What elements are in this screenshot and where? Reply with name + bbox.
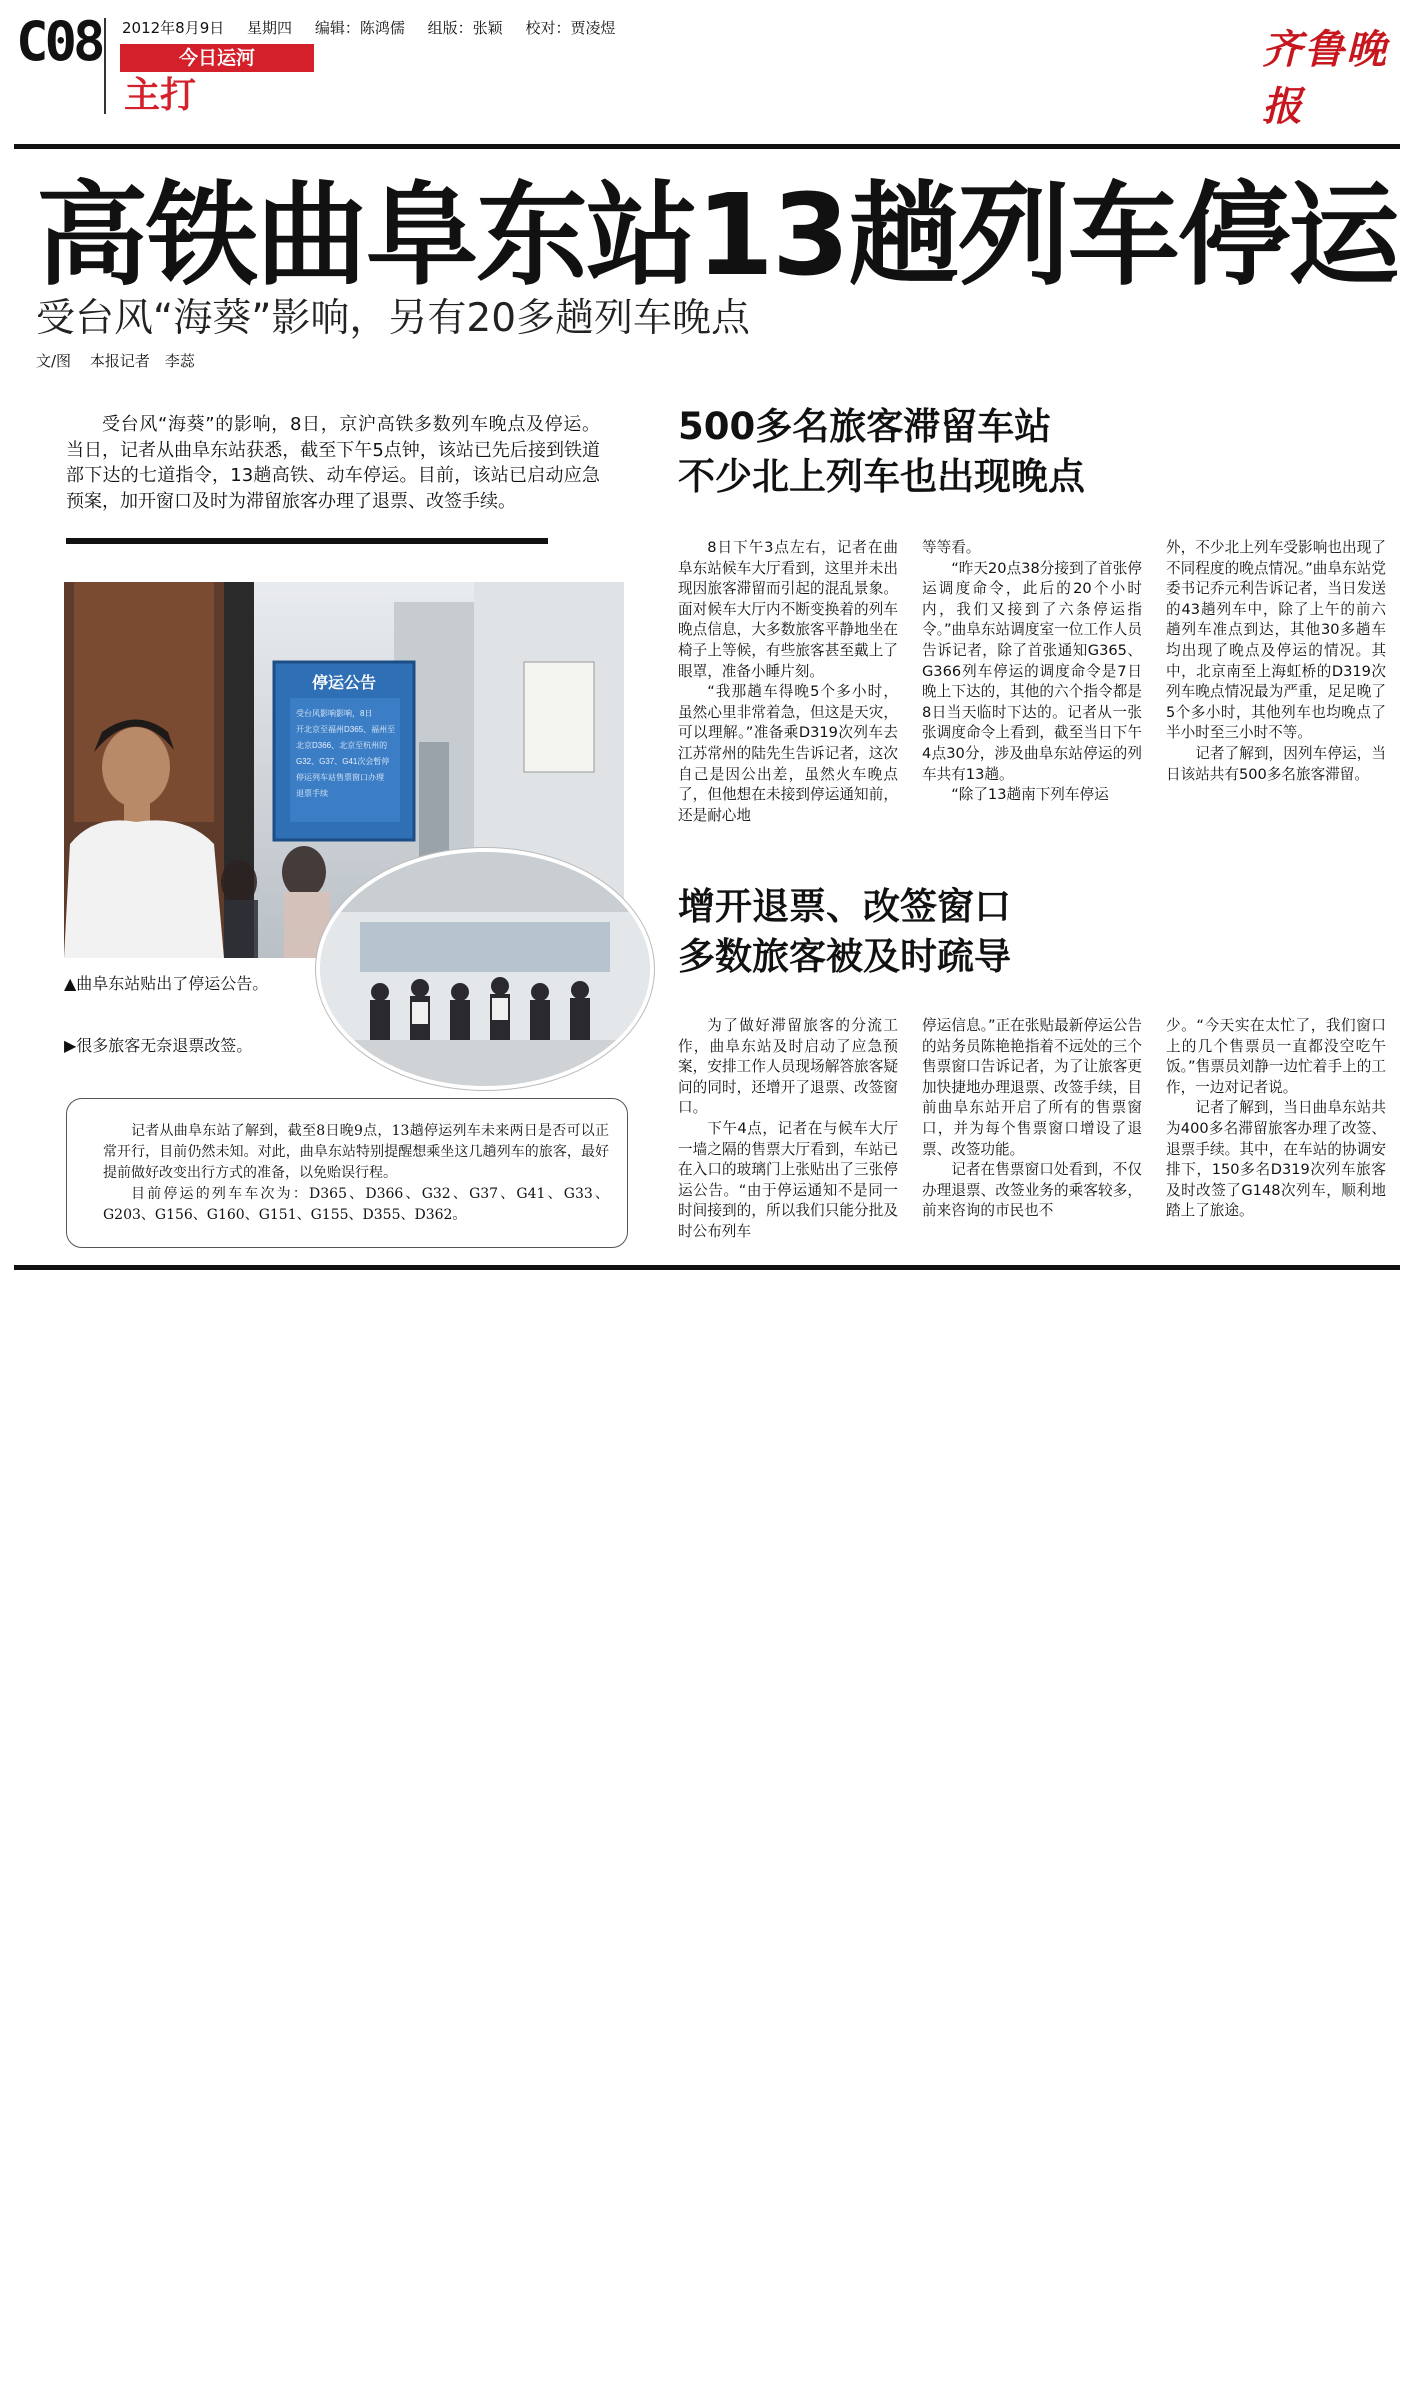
section-heading-line: 500多名旅客滞留车站 — [678, 405, 1052, 448]
issue-weekday: 星期四 — [247, 19, 293, 37]
body-paragraph: 等等看。 — [922, 539, 981, 556]
notice-board-title: 停运公告 — [311, 675, 377, 692]
section-tab: 今日运河 — [120, 44, 314, 72]
section-heading-stranded — [678, 402, 1085, 502]
notice-board-line: G32、G37、G41次会暂停 — [296, 757, 390, 766]
section-heading-line: 不少北上列车也出现晚点 — [678, 455, 1085, 498]
notice-board-line: 退票手续 — [296, 789, 328, 798]
page-number: C08 — [16, 10, 102, 73]
byline — [36, 350, 209, 371]
section-heading-line: 增开退票、改签窗口 — [678, 885, 1011, 928]
body-paragraph: 少。“今天实在太忙了，我们窗口上的几个售票员一直都没空吃午饭。”售票员刘静一边忙着手上的工作，一边对记者说。 — [1166, 1017, 1386, 1096]
section1-column-1 — [678, 538, 898, 826]
ticket-hall-photo-image — [320, 852, 650, 1086]
body-paragraph: 8日下午3点左右，记者在曲阜东站候车大厅看到，这里并未出现因旅客滞留而引起的混乱景象。面对候车大厅内不断变换着的列车晚点信息，大多数旅客平静地坐在椅子上等候，有些旅客甚至戴上了眼罩，准备小睡片刻。 — [678, 539, 898, 680]
notice-board-line: 停运列车站售票窗口办理 — [296, 773, 384, 782]
notice-board-line: 北京D366、北京至杭州的 — [296, 741, 388, 750]
section1-column-3 — [1166, 538, 1386, 785]
section2-column-1 — [678, 1016, 898, 1243]
notice-board-line: 受台风影响影响，8日 — [296, 709, 373, 718]
section2-column-2 — [922, 1016, 1142, 1222]
byline-label: 文/图 — [36, 352, 72, 370]
body-paragraph: 记者在售票窗口处看到，不仅办理退票、改签业务的乘客较多，前来咨询的市民也不 — [922, 1161, 1142, 1220]
page-meta — [122, 18, 633, 38]
header-divider — [104, 18, 106, 114]
section2-column-3 — [1166, 1016, 1386, 1222]
notice-board — [274, 662, 414, 840]
body-paragraph: “除了13趟南下列车停运 — [951, 786, 1109, 804]
lead-paragraph: 受台风“海葵”的影响，8日，京沪高铁多数列车晚点及停运。当日，记者从曲阜东站获悉，截至下午5点钟，该站已先后接到铁道部下达的七道指令，13趟高铁、动车停运。目前，该站已启动应急预案，加开窗口及时为滞留旅客办理了退票、改签手续。 — [66, 414, 600, 512]
section1-column-2 — [922, 538, 1142, 806]
body-paragraph: 停运信息。”正在张贴最新停运公告的站务员陈艳艳指着不远处的三个售票窗口告诉记者，为了让旅客更加快捷地办理退票、改签手续，目前曲阜东站开启了所有的售票窗口，并为每个售票窗口增设了退票、改签功能。 — [922, 1017, 1142, 1158]
body-paragraph: 外，不少北上列车受影响也出现了不同程度的晚点情况。”曲阜东站党委书记乔元利告诉记者，当日发送的43趟列车中，除了上午的前六趟列车准点到达，其他30多趟车均出现了晚点及停运的情况。其中，北京南至上海虹桥的D319次列车晚点情况最为严重，足足晚了5个多小时，其他列车也均晚点了半小时至三小时不等。 — [1166, 539, 1386, 742]
newspaper-masthead-logo: 齐鲁晚报 — [1262, 26, 1388, 130]
lead-divider — [66, 538, 548, 544]
layout-credit: 组版：张颖 — [427, 19, 503, 37]
body-paragraph: 下午4点，记者在与候车大厅一墙之隔的售票大厅看到，车站已在入口的玻璃门上张贴出了三张停运公告。“由于停运通知不是同一时间接到的，所以我们只能分批及时公布列车 — [678, 1119, 898, 1240]
body-paragraph: 记者了解到，因列车停运，当日该站共有500多名旅客滞留。 — [1166, 744, 1386, 783]
body-paragraph: “昨天20点38分接到了首张停运调度命令，此后的20个小时内，我们又接到了六条停运指令。”曲阜东站调度室一位工作人员告诉记者，除了首张通知G365、G366列车停运的调度命令是7日晚上下达的，其他的六个指令都是8日当天临时下达的。记者从一张张调度命令上看到，截至当日下午4点30分，涉及曲阜东站停运的列车共有13趟。 — [922, 559, 1142, 783]
notice-board-line: 开北京至福州D365、福州至 — [296, 725, 396, 734]
section-heading-line: 多数旅客被及时疏导 — [678, 935, 1011, 978]
byline-name: 本报记者 李蕊 — [89, 352, 195, 370]
body-paragraph: 为了做好滞留旅客的分流工作，曲阜东站及时启动了应急预案，安排工作人员现场解答旅客疑问的同时，还增开了退票、改签窗口。 — [678, 1017, 898, 1117]
ticket-hall-photo — [316, 848, 654, 1090]
photo-caption-notice: ▲曲阜东站贴出了停运公告。 — [64, 974, 269, 993]
column-label: 主打 — [124, 75, 197, 116]
section-heading-windows — [678, 882, 1011, 982]
issue-date: 2012年8月9日 — [122, 19, 225, 37]
headline: 高铁曲阜东站13趟列车停运 — [36, 171, 1398, 301]
body-paragraph: 记者了解到，当日曲阜东站共为400多名滞留旅客办理了改签、退票手续。其中，在车站的协调安排下，150多名D319次列车旅客及时改签了G148次列车，顺利地踏上了旅途。 — [1166, 1099, 1386, 1220]
subheadline: 受台风“海葵”影响，另有20多趟列车晚点 — [36, 296, 751, 341]
editor-credit: 编辑：陈鸿儒 — [314, 19, 405, 37]
photo-caption-refund: ▶很多旅客无奈退票改签。 — [64, 1036, 253, 1055]
suspended-trains-notice — [66, 1098, 628, 1248]
body-paragraph: “我那趟车得晚5个多小时，虽然心里非常着急，但这是天灾，可以理解。”准备乘D319次列车去江苏常州的陆先生告诉记者，这次自己是因公出差，虽然火车晚点了，但他想在未接到停运通知前，还是耐心地 — [678, 683, 898, 824]
notice-paragraph: 记者从曲阜东站了解到，截至8日晚9点，13趟停运列车未来两日是否可以正常开行，目前仍然未知。对此，曲阜东站特别提醒想乘坐这几趟列车的旅客，最好提前做好改变出行方式的准备，以免贻误行程。 — [103, 1123, 609, 1181]
notice-train-list: 目前停运的列车车次为：D365、D366、G32、G37、G41、G33、G203、G156、G160、G151、G155、D355、D362。 — [103, 1186, 609, 1223]
proof-credit: 校对：贾凌煜 — [525, 19, 616, 37]
